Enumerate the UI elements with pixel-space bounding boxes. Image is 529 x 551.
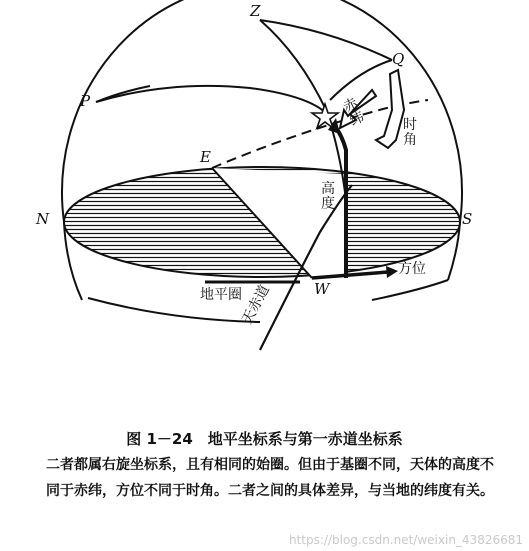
label-p: P xyxy=(80,92,91,110)
altitude-label: 高度 xyxy=(321,181,335,212)
label-q: Q xyxy=(392,50,405,68)
label-n: N xyxy=(36,210,50,228)
celestial-equator-label: 天赤道 xyxy=(239,282,273,328)
label-s: S xyxy=(462,210,473,228)
figure-caption-body: 二者都属右旋坐标系，且有相同的始圈。但由于基圈不同，天体的高度不同于赤纬，方位不同于时角。二者之间的具体差异，与当地的纬度有关。 xyxy=(46,457,494,499)
declination-label: 赤纬 xyxy=(341,95,367,130)
azimuth-label: 方位 xyxy=(398,261,426,277)
label-z: Z xyxy=(250,2,261,20)
hour-angle-label: 时角 xyxy=(403,117,417,148)
label-e: E xyxy=(200,148,211,166)
label-w: W xyxy=(314,280,330,298)
watermark: https://blog.csdn.net/weixin_43826681 xyxy=(288,533,523,547)
figure-caption-title: 图 1－24 地平坐标系与第一赤道坐标系 xyxy=(126,430,403,448)
horizon-label: 地平圈 xyxy=(200,287,242,303)
